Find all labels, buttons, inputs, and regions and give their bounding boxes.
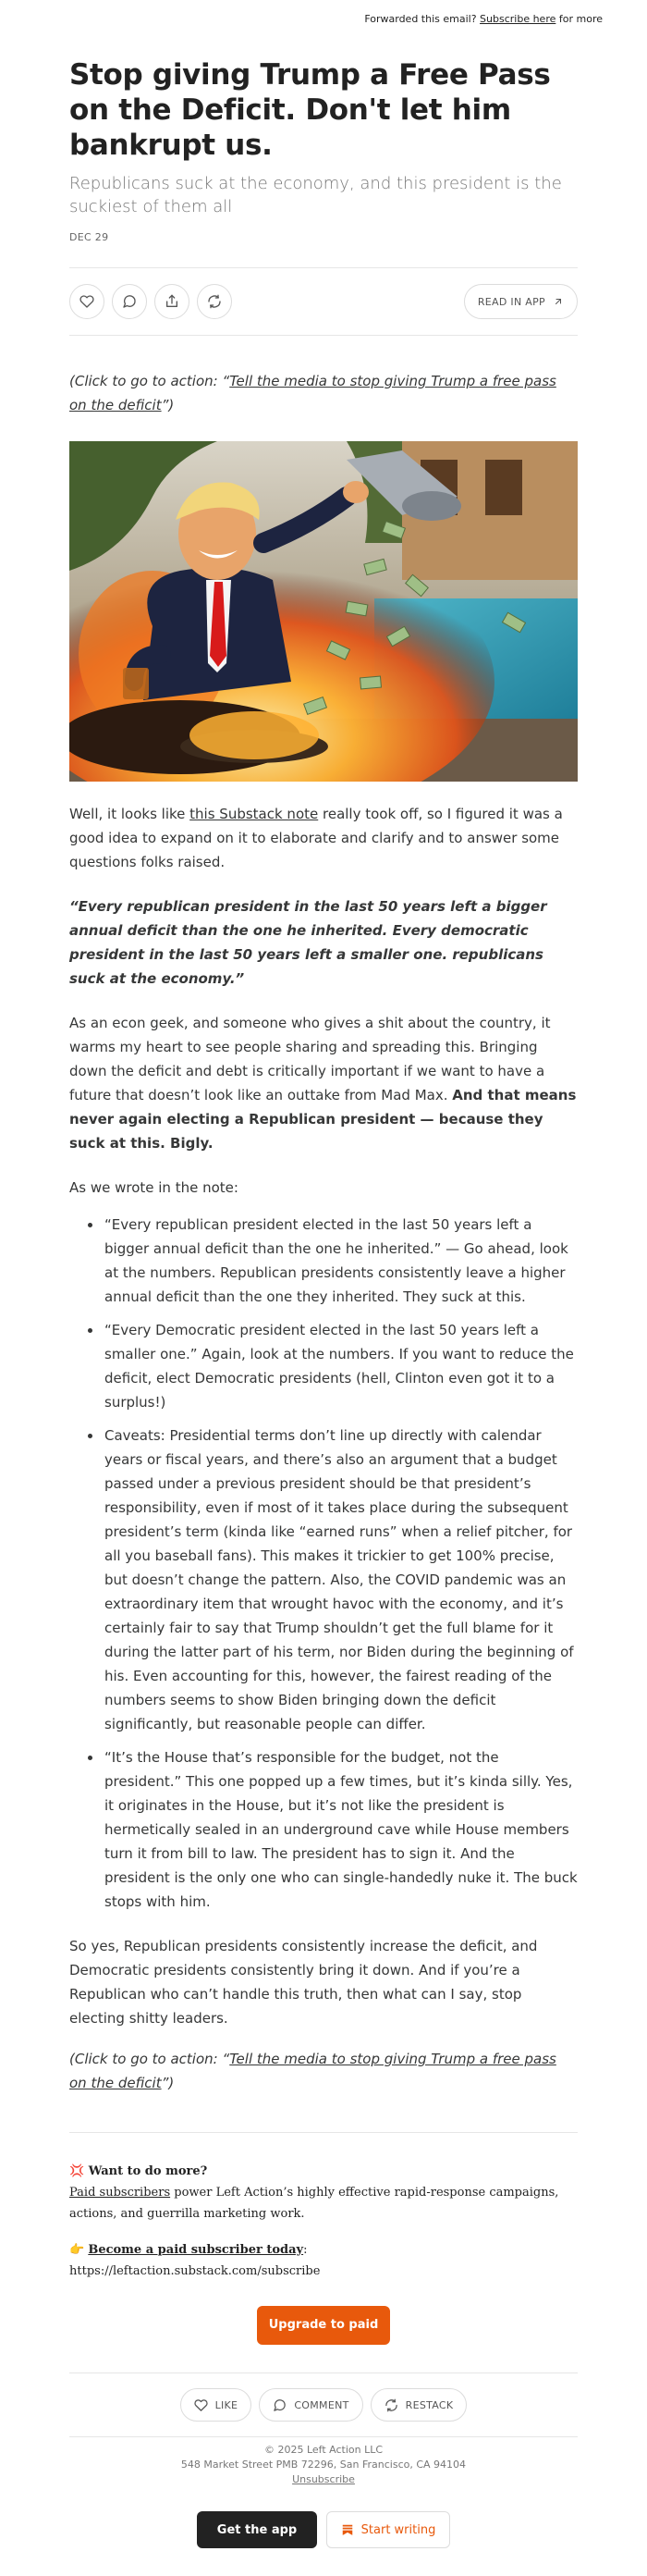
post-container	[69, 57, 578, 2576]
forwarded-banner	[0, 0, 647, 37]
legal-footer	[69, 2443, 578, 2487]
more-heading	[69, 2161, 578, 2182]
forwarded-suffix: for more	[555, 13, 603, 25]
substack-note-link[interactable]: this Substack note	[189, 806, 319, 822]
colon-text: :	[303, 2243, 308, 2257]
cta-prefix: (Click to go to action: “	[69, 2051, 230, 2067]
list-item: • “It’s the House that’s responsible for the budget, not the president.” This one popped up a few times, but it’s kinda silly. Yes, it originates in the House, but it’s not like the president is hermetically sealed in an underground cave while House members turn it from bill to law. The president has to sign it. And the president is the only one who can single-handedly nuke it. The buck stops with him.	[103, 1745, 578, 1914]
hero-illustration	[69, 441, 578, 782]
subscribe-link[interactable]: Subscribe here	[480, 13, 556, 25]
share-button[interactable]	[154, 284, 189, 319]
share-icon	[165, 294, 179, 309]
unsubscribe-link[interactable]: Unsubscribe	[292, 2473, 355, 2485]
cta-suffix: ”)	[161, 397, 175, 413]
forwarded-prefix: Forwarded this email?	[364, 13, 481, 25]
paragraph-econ	[69, 1011, 578, 1155]
get-the-app-button[interactable]: Get the app	[197, 2511, 317, 2548]
econ-text: As an econ geek, and someone who gives a shit about the country, it warms my heart to see people sharing and spreading this. Bringing down the deficit and debt is critically important if we want to have a future that doesn’t look like an outtake from Mad Max.	[69, 1015, 551, 1103]
substack-logo-icon	[341, 2523, 354, 2536]
app-buttons	[69, 2511, 578, 2576]
bullet-list	[69, 1213, 578, 1914]
action-callout-top	[69, 369, 578, 417]
want-to-do-more-section	[69, 2161, 578, 2282]
social-actions	[69, 2388, 578, 2422]
become-paid-link[interactable]: Become a paid subscriber today	[88, 2243, 304, 2257]
intro-text-start: Well, it looks like	[69, 806, 190, 822]
list-item: • “Every Democratic president elected in the last 50 years left a smaller one.” Again, look at the numbers. If you want to reduce the deficit, elect Democratic presidents (hell, Clinton even got it to a surplus!)	[103, 1318, 578, 1414]
section-divider	[69, 2132, 578, 2133]
post-action-bar	[69, 267, 578, 336]
restack-icon	[207, 294, 222, 309]
restack-label: RESTACK	[405, 2398, 454, 2411]
heart-icon	[79, 294, 94, 309]
paragraph-conclusion: So yes, Republican presidents consistently increase the deficit, and Democratic presidents consistently bring it down. And if you’re a Republican who can’t handle this truth, then what can I say, stop electing shitty leaders.	[69, 1938, 538, 2027]
like-label: LIKE	[214, 2398, 238, 2411]
read-in-app-button[interactable]	[464, 284, 578, 319]
post-date: DEC 29	[69, 231, 109, 243]
post-subtitle: Republicans suck at the economy, and this president is the suckiest of them all	[69, 174, 562, 216]
become-paid-line	[69, 2239, 578, 2261]
footer-divider-2	[69, 2436, 578, 2437]
footer-like-button[interactable]	[180, 2388, 252, 2422]
list-item: • Caveats: Presidential terms don’t line up directly with calendar years or fiscal years, and there’s also an argument that a budget passed under a previous president should be that president’s responsibility, even if most of it takes place during the subsequent president’s term (kinda like “earned runs” when a relief pitcher, for all you baseball fans). This makes it trickier to get 100% precise, but doesn’t change the pattern. Also, the COVID pandemic was an extraordinary item that wrought havoc with the economy, and it’s certainly fair to say that Trump shouldn’t get the full blame for it during the latter part of his term, nor Biden during the beginning of his. Even accounting for this, however, the fairest reading of the numbers seems to show Biden bringing down the deficit significantly, but reasonable people can differ.	[103, 1424, 578, 1736]
start-writing-label: Start writing	[360, 2522, 436, 2537]
intro-text-end: really took off, so I figured it was a good idea to expand on it to elaborate and clarify and to answer some questions folks raised.	[69, 806, 563, 870]
quote-block: “Every republican president in the last 50 years left a bigger annual deficit than the one he inherited. Every democratic president in the last 50 years left a smaller one. republicans suck at the economy.”	[69, 898, 547, 987]
more-heading-text: Want to do more?	[88, 2164, 208, 2178]
list-item: • “Every republican president elected in the last 50 years left a bigger annual deficit than the one he inherited.” — Go ahead, look at the numbers. Republican presidents consistently leave a higher annual deficit than the one they inherited. They suck at this.	[103, 1213, 578, 1309]
pointing-hand-icon: 👉	[69, 2243, 85, 2257]
paragraph-intro	[69, 802, 578, 874]
comment-icon	[122, 294, 137, 309]
paid-text: power Left Action’s highly effective rapid-response campaigns, actions, and guerrilla marketing work.	[69, 2186, 559, 2221]
paid-subscribers-link[interactable]: Paid subscribers	[69, 2186, 171, 2200]
restack-icon	[385, 2398, 398, 2412]
cta-link[interactable]: Tell the media to stop giving Trump a free pass on the deficit	[69, 373, 556, 413]
footer-restack-button[interactable]	[371, 2388, 468, 2422]
econ-bold-text: And that means never again electing a Republican president — because they suck at this. Bigly.	[69, 1087, 577, 1152]
comment-button[interactable]	[112, 284, 147, 319]
hero-image[interactable]	[69, 441, 578, 782]
restack-button[interactable]	[197, 284, 232, 319]
cta-suffix: ”)	[161, 2075, 175, 2091]
subscribe-url[interactable]: https://leftaction.substack.com/subscribe	[69, 2264, 321, 2278]
start-writing-button[interactable]	[326, 2511, 450, 2548]
cta-prefix: (Click to go to action: “	[69, 373, 230, 389]
cta-link[interactable]: Tell the media to stop giving Trump a free pass on the deficit	[69, 2051, 556, 2091]
heart-icon	[194, 2398, 208, 2412]
post-title[interactable]: Stop giving Trump a Free Pass on the Deficit. Don't let him bankrupt us.	[69, 58, 551, 162]
address-text: 548 Market Street PMB 72296, San Francisco, CA 94104	[180, 2459, 467, 2471]
comment-icon	[273, 2398, 287, 2412]
paragraph-note-intro: As we wrote in the note:	[69, 1179, 238, 1196]
upgrade-to-paid-button[interactable]: Upgrade to paid	[257, 2306, 390, 2345]
footer-comment-button[interactable]	[259, 2388, 362, 2422]
arrow-up-right-icon	[553, 296, 564, 307]
read-in-app-label: READ IN APP	[477, 295, 545, 308]
copyright-text: © 2025 Left Action LLC	[263, 2444, 384, 2456]
paid-subscribers-text	[69, 2182, 578, 2225]
like-button[interactable]	[69, 284, 104, 319]
action-icons	[69, 284, 232, 319]
anger-emoji-icon: 💢	[69, 2164, 85, 2178]
comment-label: COMMENT	[294, 2398, 349, 2411]
action-callout-bottom	[69, 2047, 578, 2095]
